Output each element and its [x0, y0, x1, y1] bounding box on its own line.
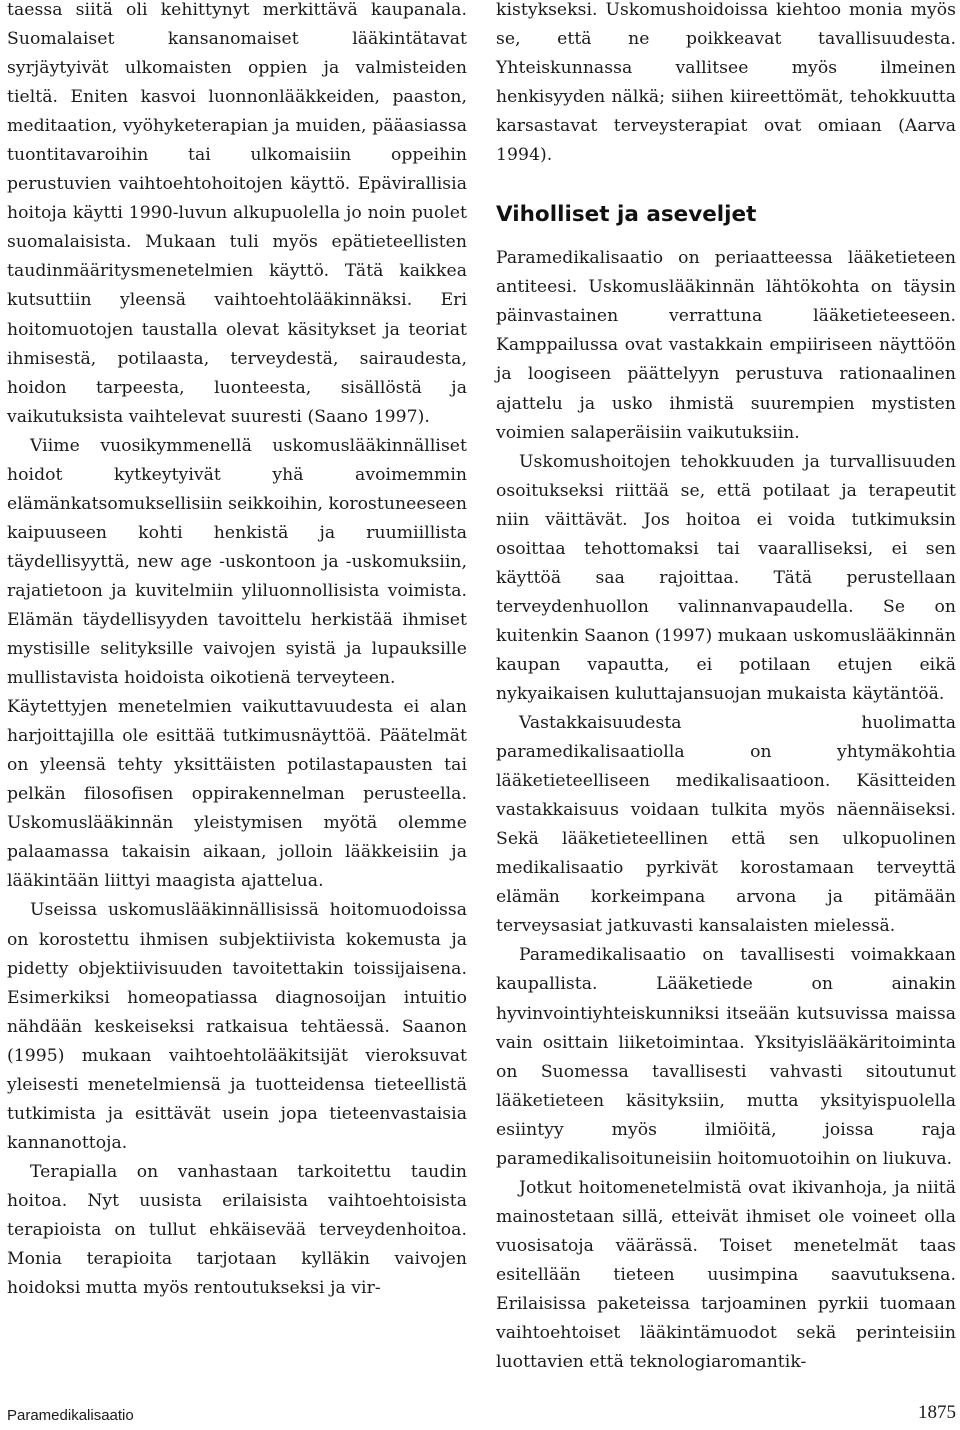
left-column: [7, 0, 467, 1303]
paragraph: taessa siitä oli kehittynyt merkittävä kaupanala. Suomalaiset kansanomaiset lääkintätavat syrjäytyivät ulkomaisten oppien ja valmisteiden tieltä. Eniten kasvoi luonnonlääkkeiden, paaston, meditaation, vyöhyketerapian ja muiden, pääasiassa tuontitavaroihin tai ulkomaisiin oppeihin perustuvien vaihtoehtohoitojen käyttö. Epävirallisia hoitoja käytti 1990-luvun alkupuolella jo noin puolet suomalaisista. Mukaan tuli myös epätieteellisten taudinmääritysmenetelmien käyttö. Tätä kaikkea kutsuttiin yleensä vaihtoehtolääkinnäksi. Eri hoitomuotojen taustalla olevat käsitykset ja teoriat ihmisestä, potilaasta, terveydestä, sairaudesta, hoidon tarpeesta, luonteesta, sisällöstä ja vaikutuksista vaihtelevat suuresti (Saano 1997).: [7, 0, 467, 427]
paragraph: kistykseksi. Uskomushoidoissa kiehtoo monia myös se, että ne poikkeavat tavallisuudesta. Yhteiskunnassa vallitsee myös ilmeinen henkisyyden nälkä; siihen kiireettömät, tehokkuutta karsastavat terveysterapiat ovat omiaan (Aarva 1994).: [496, 0, 956, 166]
paragraph: Uskomushoitojen tehokkuuden ja turvallisuuden osoitukseksi riittää se, että potilaat ja terapeutit niin väittävät. Jos hoitoa ei voida tutkimuksin osoittaa tehottomaksi tai vaaralliseksi, ei sen käyttöä saa rajoittaa. Tätä perustellaan terveydenhuollon valinnanvapaudella. Se on kuitenkin Saanon (1997) mukaan uskomuslääkinnän kaupan vapautta, ei potilaan etujen eikä nykyaikaisen kuluttajansuojan mukaista käytäntöä.: [496, 451, 956, 704]
section-heading: Viholliset ja aseveljet: [496, 202, 757, 228]
paragraph: Käytettyjen menetelmien vaikuttavuudesta ei alan harjoittajilla ole esittää tutkimusnäyttöä. Päätelmät on yleensä tehty yksittäisten potilastapausten tai pelkän filosofisen oppirakennelman perusteella. Uskomuslääkinnän yleistymisen myötä olemme palaamassa takaisin aikaan, jolloin lääkkeisiin ja lääkintään liittyi maagista ajattelua.: [7, 697, 467, 892]
page-number: 1875: [918, 1402, 956, 1423]
paragraph: Vastakkaisuudesta huolimatta paramedikalisaatiolla on yhtymäkohtia lääketieteelliseen medikalisaatioon. Käsitteiden vastakkaisuus voidaan tulkita myös näennäiseksi. Sekä lääketieteellinen että sen ulkopuolinen medikalisaatio pyrkivät korostamaan terveyttä elämän korkeimpana arvona ja pitämään terveysasiat jatkuvasti kansalaisten mielessä.: [496, 713, 956, 937]
paragraph: Useissa uskomuslääkinnällisissä hoitomuodoissa on korostettu ihmisen subjektiivista kokemusta ja pidetty objektiivisuuden tavoitettakin toissijaisena. Esimerkiksi homeopatiassa diagnosoijan intuitio nähdään keskeiseksi ratkaisua tehtäessä. Saanon (1995) mukaan vaihtoehtolääkitsijät vieroksuvat yleisesti menetelmiensä ja tuotteidensa tieteellistä tutkimista ja esittävät usein jopa tieteenvastaisia kannanottoja.: [7, 900, 467, 1153]
paragraph: Viime vuosikymmenellä uskomuslääkinnälliset hoidot kytkeytyivät yhä avoimemmin elämänkatsomuksellisiin seikkoihin, korostuneeseen kaipuuseen kohti henkistä ja ruumiillista täydellisyyttä, new age -uskontoon ja -uskomuksiin, rajatietoon ja kuvitelmiin yliluonnollisista voimista. Elämän täydellisyyden tavoittelu herkistää ihmiset mystisille selityksille vaivojen syistä ja lupauksille mullistavista hoidoista oikotienä terveyteen.: [7, 435, 467, 689]
paragraph: Jotkut hoitomenetelmistä ovat ikivanhoja, ja niitä mainostetaan sillä, etteivät ihmiset ole voineet olla vuosisatoja väärässä. Toiset menetelmät taas esitellään tieteen uusimpina saavutuksena. Erilaisissa paketeissa tarjoaminen pyrkii tuomaan vaihtoehtoiset lääkintämuodot sekä perinteisiin luottavien että teknologiaromantik-: [496, 1177, 956, 1373]
paragraph: Terapialla on vanhastaan tarkoitettu taudin hoitoa. Nyt uusista erilaisista vaihtoehtoisista terapioista on tullut ehkäisevää terveydenhoitoa. Monia terapioita tarjotaan kylläkin vaivojen hoidoksi mutta myös rentoutukseksi ja vir-: [7, 1161, 467, 1299]
right-column: [496, 0, 956, 1377]
running-title: Paramedikalisaatio: [7, 1407, 134, 1424]
paragraph: Paramedikalisaatio on periaatteessa lääketieteen antiteesi. Uskomuslääkinnän lähtökohta on täysin päinvastainen verrattuna lääketieteeseen. Kamppailussa ovat vastakkain empiiriseen näyttöön ja loogiseen päättelyyn perustuva rationaalinen ajattelu ja usko ihmistä suurempien mystisten voimien salaperäisiin vaikutuksiin.: [496, 248, 956, 443]
paragraph: Paramedikalisaatio on tavallisesti voimakkaan kaupallista. Lääketiede on ainakin hyvinvointiyhteiskunniksi itseään kutsuvissa maissa vain osittain liiketoimintaa. Yksityislääkäritoiminta on Suomessa tavallisesti vahvasti sitoutunut lääketieteen käsityksiin, mutta yksityispuolella esiintyy myös ilmiöitä, joissa raja paramedikalisoituneisiin hoitomuotoihin on liukuva.: [496, 945, 956, 1169]
